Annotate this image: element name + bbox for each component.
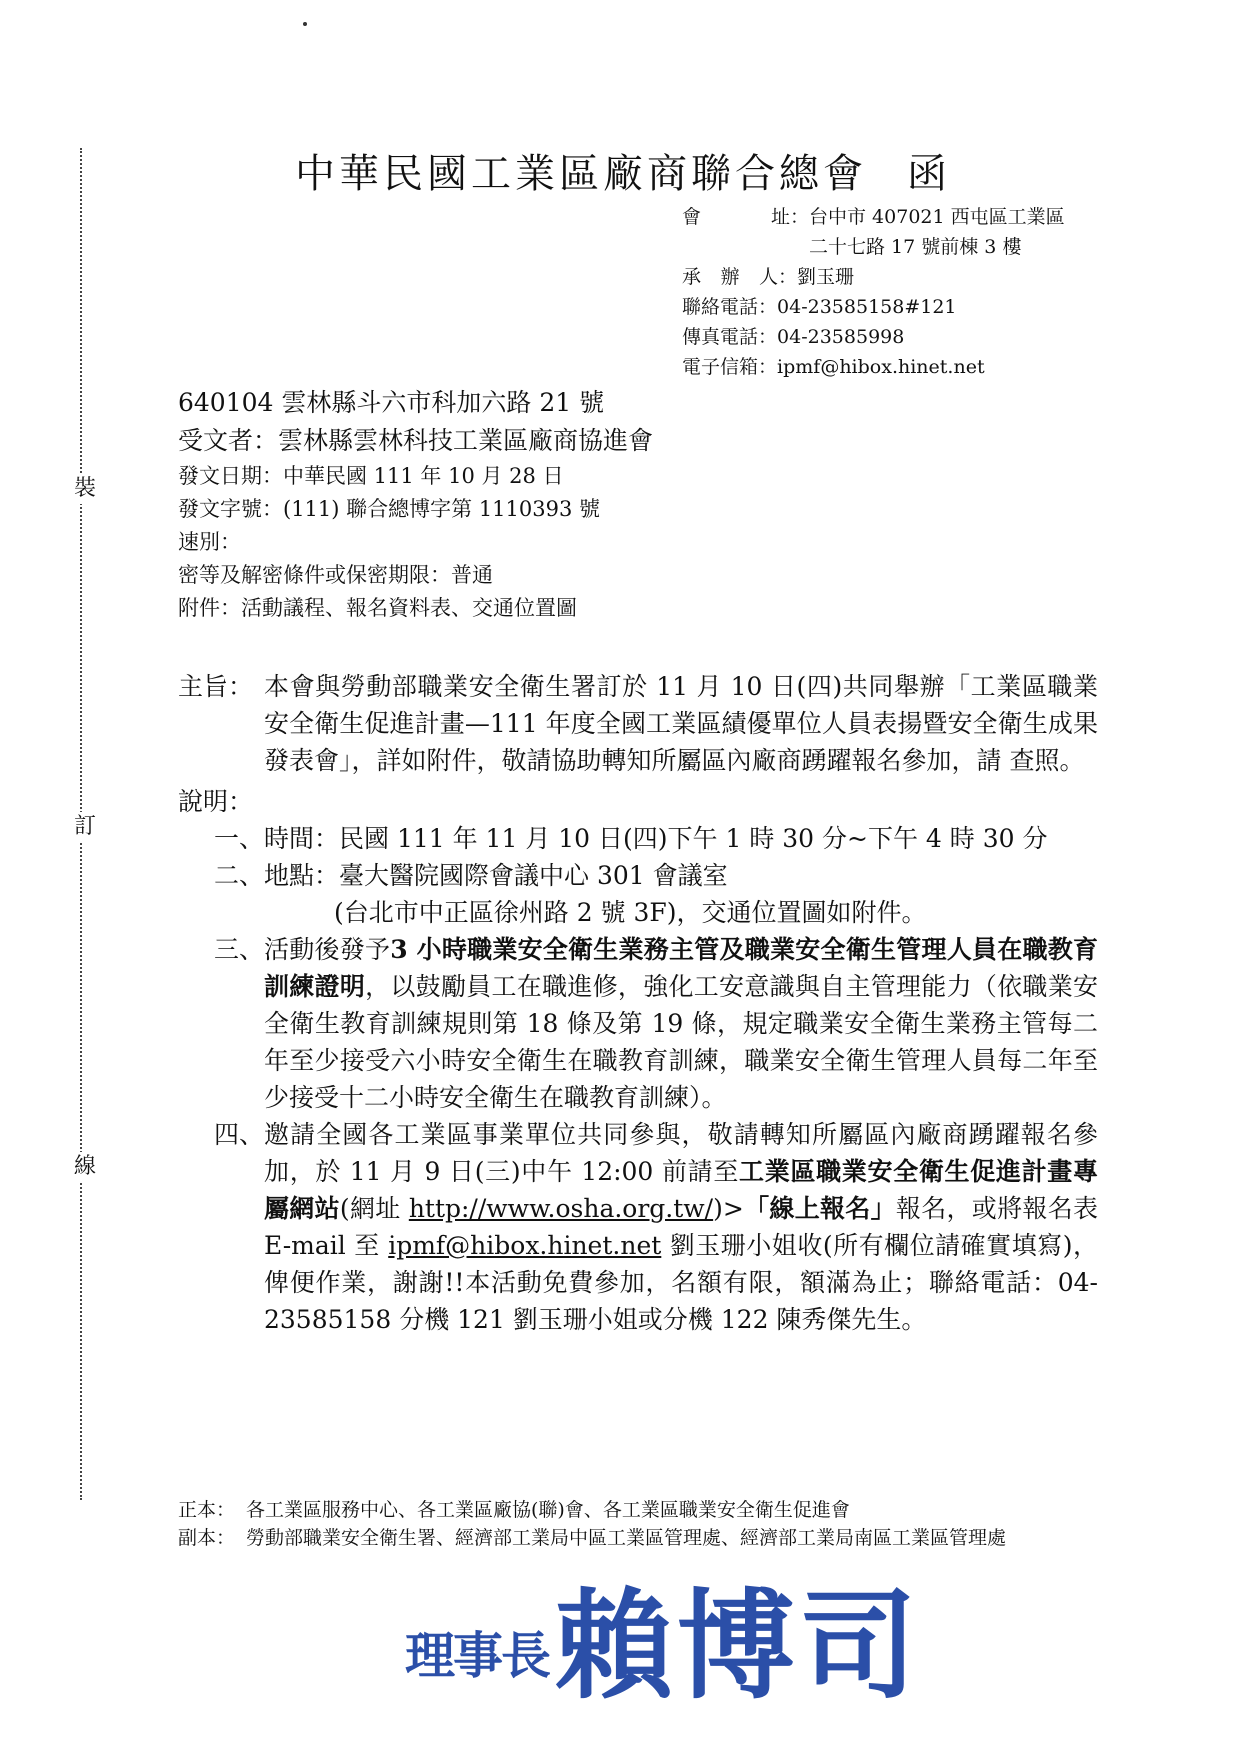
copy-recipients: 副本： 勞動部職業安全衛生署、經濟部工業局中區工業區管理處、經濟部工業局南區工業區管理處 xyxy=(178,1527,1007,1549)
svg-text:賴博司: 賴博司 xyxy=(555,1576,922,1705)
binding-mark-middle: 訂 xyxy=(74,812,96,842)
email-label: 電子信箱 xyxy=(682,356,759,378)
delivery-speed: 速別： xyxy=(178,530,241,554)
primary-recipients: 正本： 各工業區服務中心、各工業區廠協(聯)會、各工業區職業安全衛生促進會 xyxy=(178,1499,850,1521)
document-number: 發文字號：(111) 聯合總博字第 1110393 號 xyxy=(178,497,601,521)
description-item-3: 三、 活動後發予3 小時職業安全衛生業務主管及職業安全衛生管理人員在職教育訓練證明，以鼓勵員工在職進修，強化工安意識與自主管理能力（依職業安全衛生教育訓練規則第 18 條及第 19 條，規定職業安全衛生業務主管每二年至少接受六小時安全衛生在職教育訓練，職業安全衛生管理人員每二年至少接受十二小時安全衛生在職教育訓練）。 xyxy=(178,931,1098,1116)
binding-mark-bottom: 線 xyxy=(74,1152,96,1182)
subject-paragraph xyxy=(178,668,1098,779)
subject-label: 主旨： xyxy=(178,672,254,701)
address-line2: 二十七路 17 號前棟 3 樓 xyxy=(809,236,1022,258)
item-2-address: (台北市中正區徐州路 2 號 3F)，交通位置圖如附件。 xyxy=(334,898,927,927)
website-name: 工業區職業安全衛生促進計畫專屬網站 xyxy=(264,1157,1098,1223)
issue-date: 發文日期：中華民國 111 年 10 月 28 日 xyxy=(178,464,564,488)
subject-text: 本會與勞動部職業安全衛生署訂於 11 月 10 日(四)共同舉辦「工業區職業安全衛生促進計畫—111 年度全國工業區績優單位人員表揚暨安全衛生成果發表會」，詳如附件，敬請協助轉知所屬區內廠商踴躍報名參加，請 查照。 xyxy=(264,672,1098,775)
online-registration: 「線上報名」 xyxy=(743,1194,896,1223)
description-item-4: 四、 邀請全國各工業區事業單位共同參與，敬請轉知所屬區內廠商踴躍報名參加，於 11 月 9 日(三)中午 12:00 前請至工業區職業安全衛生促進計畫專屬網站(網址 http://www.osha.org.tw/)>「線上報名」報名，或將報名表 E-mail 至 ipmf@hibox.hinet.net 劉玉珊小姐收(所有欄位請確實填寫)，俾便作業，謝謝!!本活動免費參加，名額有限，額滿為止；聯絡電話：04-23585158 分機 121 劉玉珊小姐或分機 122 陳秀傑先生。 xyxy=(178,1116,1098,1338)
phone-label: 聯絡電話 xyxy=(682,296,759,318)
certificate-highlight: 3 小時職業安全衛生業務主管及職業安全衛生管理人員在職教育訓練證明 xyxy=(264,935,1098,1001)
email-link[interactable]: ipmf@hibox.hinet.net xyxy=(388,1231,662,1260)
sender-phone-row: 聯絡電話 ： 04-23585158#121 xyxy=(682,292,1065,322)
letterhead-title xyxy=(295,142,951,199)
website-url-link[interactable]: http://www.osha.org.tw/ xyxy=(408,1194,714,1223)
item-1-text: 時間：民國 111 年 11 月 10 日(四)下午 1 時 30 分~下午 4 時 30 分 xyxy=(264,824,1048,853)
sender-fax-row: 傳真電話 ： 04-23585998 xyxy=(682,322,1065,352)
description-item-2: 二、 地點：臺大醫院國際會議中心 301 會議室 xyxy=(178,857,1098,894)
org-name: 中華民國工業區廠商聯合總會 xyxy=(295,151,867,197)
chairman-seal xyxy=(405,1575,945,1705)
doc-type: 函 xyxy=(907,151,951,197)
item-2-text: 地點：臺大醫院國際會議中心 301 會議室 xyxy=(264,861,728,890)
sender-handler-row: 承 辦 人 ： 劉玉珊 xyxy=(682,262,1065,292)
fax-label: 傳真電話 xyxy=(682,326,759,348)
sender-address-row: 會 址 ： 台中市 407021 西屯區工業區 二十七路 17 號前棟 3 樓 xyxy=(682,202,1065,262)
document-meta xyxy=(178,384,653,625)
scan-speck xyxy=(303,22,307,26)
description-label: 說明： xyxy=(178,787,254,816)
phone-value: 04-23585158#121 xyxy=(777,296,957,318)
address-line1: 台中市 407021 西屯區工業區 xyxy=(809,206,1065,228)
sender-info xyxy=(682,202,1065,382)
attachments: 附件：活動議程、報名資料表、交通位置圖 xyxy=(178,596,577,620)
letter-body xyxy=(178,668,1098,1338)
address-label: 會 址 xyxy=(682,206,790,228)
email-value: ipmf@hibox.hinet.net xyxy=(777,356,985,378)
recipient-name: 受文者：雲林縣雲林科技工業區廠商協進會 xyxy=(178,426,654,455)
handler-label: 承 辦 人 xyxy=(682,266,778,288)
recipient-address: 640104 雲林縣斗六市科加六路 21 號 xyxy=(178,388,605,417)
handler-name: 劉玉珊 xyxy=(797,266,855,288)
item-3-text: 活動後發予3 小時職業安全衛生業務主管及職業安全衛生管理人員在職教育訓練證明，以鼓勵員工在職進修，強化工安意識與自主管理能力（依職業安全衛生教育訓練規則第 18 條及第 19 條，規定職業安全衛生業務主管每二年至少接受六小時安全衛生在職教育訓練，職業安全衛生管理人員每二年至少接受十二小時安全衛生在職教育訓練）。 xyxy=(264,935,1098,1112)
distribution-list xyxy=(178,1496,1098,1552)
item-4-text: 邀請全國各工業區事業單位共同參與，敬請轉知所屬區內廠商踴躍報名參加，於 11 月 9 日(三)中午 12:00 前請至工業區職業安全衛生促進計畫專屬網站(網址 http://www.osha.org.tw/)>「線上報名」報名，或將報名表 E-mail 至 ipmf@hibox.hinet.net 劉玉珊小姐收(所有欄位請確實填寫)，俾便作業，謝謝!!本活動免費參加，名額有限，額滿為止；聯絡電話：04-23585158 分機 121 劉玉珊小姐或分機 122 陳秀傑先生。 xyxy=(264,1120,1098,1334)
security-level: 密等及解密條件或保密期限：普通 xyxy=(178,563,493,587)
binding-mark-top: 裝 xyxy=(74,474,96,504)
fax-value: 04-23585998 xyxy=(777,326,905,348)
description-item-1: 一、 時間：民國 111 年 11 月 10 日(四)下午 1 時 30 分~下午 4 時 30 分 xyxy=(178,820,1098,857)
sender-email-row: 電子信箱 ： ipmf@hibox.hinet.net xyxy=(682,352,1065,382)
svg-text:理事長: 理事長 xyxy=(405,1627,549,1685)
